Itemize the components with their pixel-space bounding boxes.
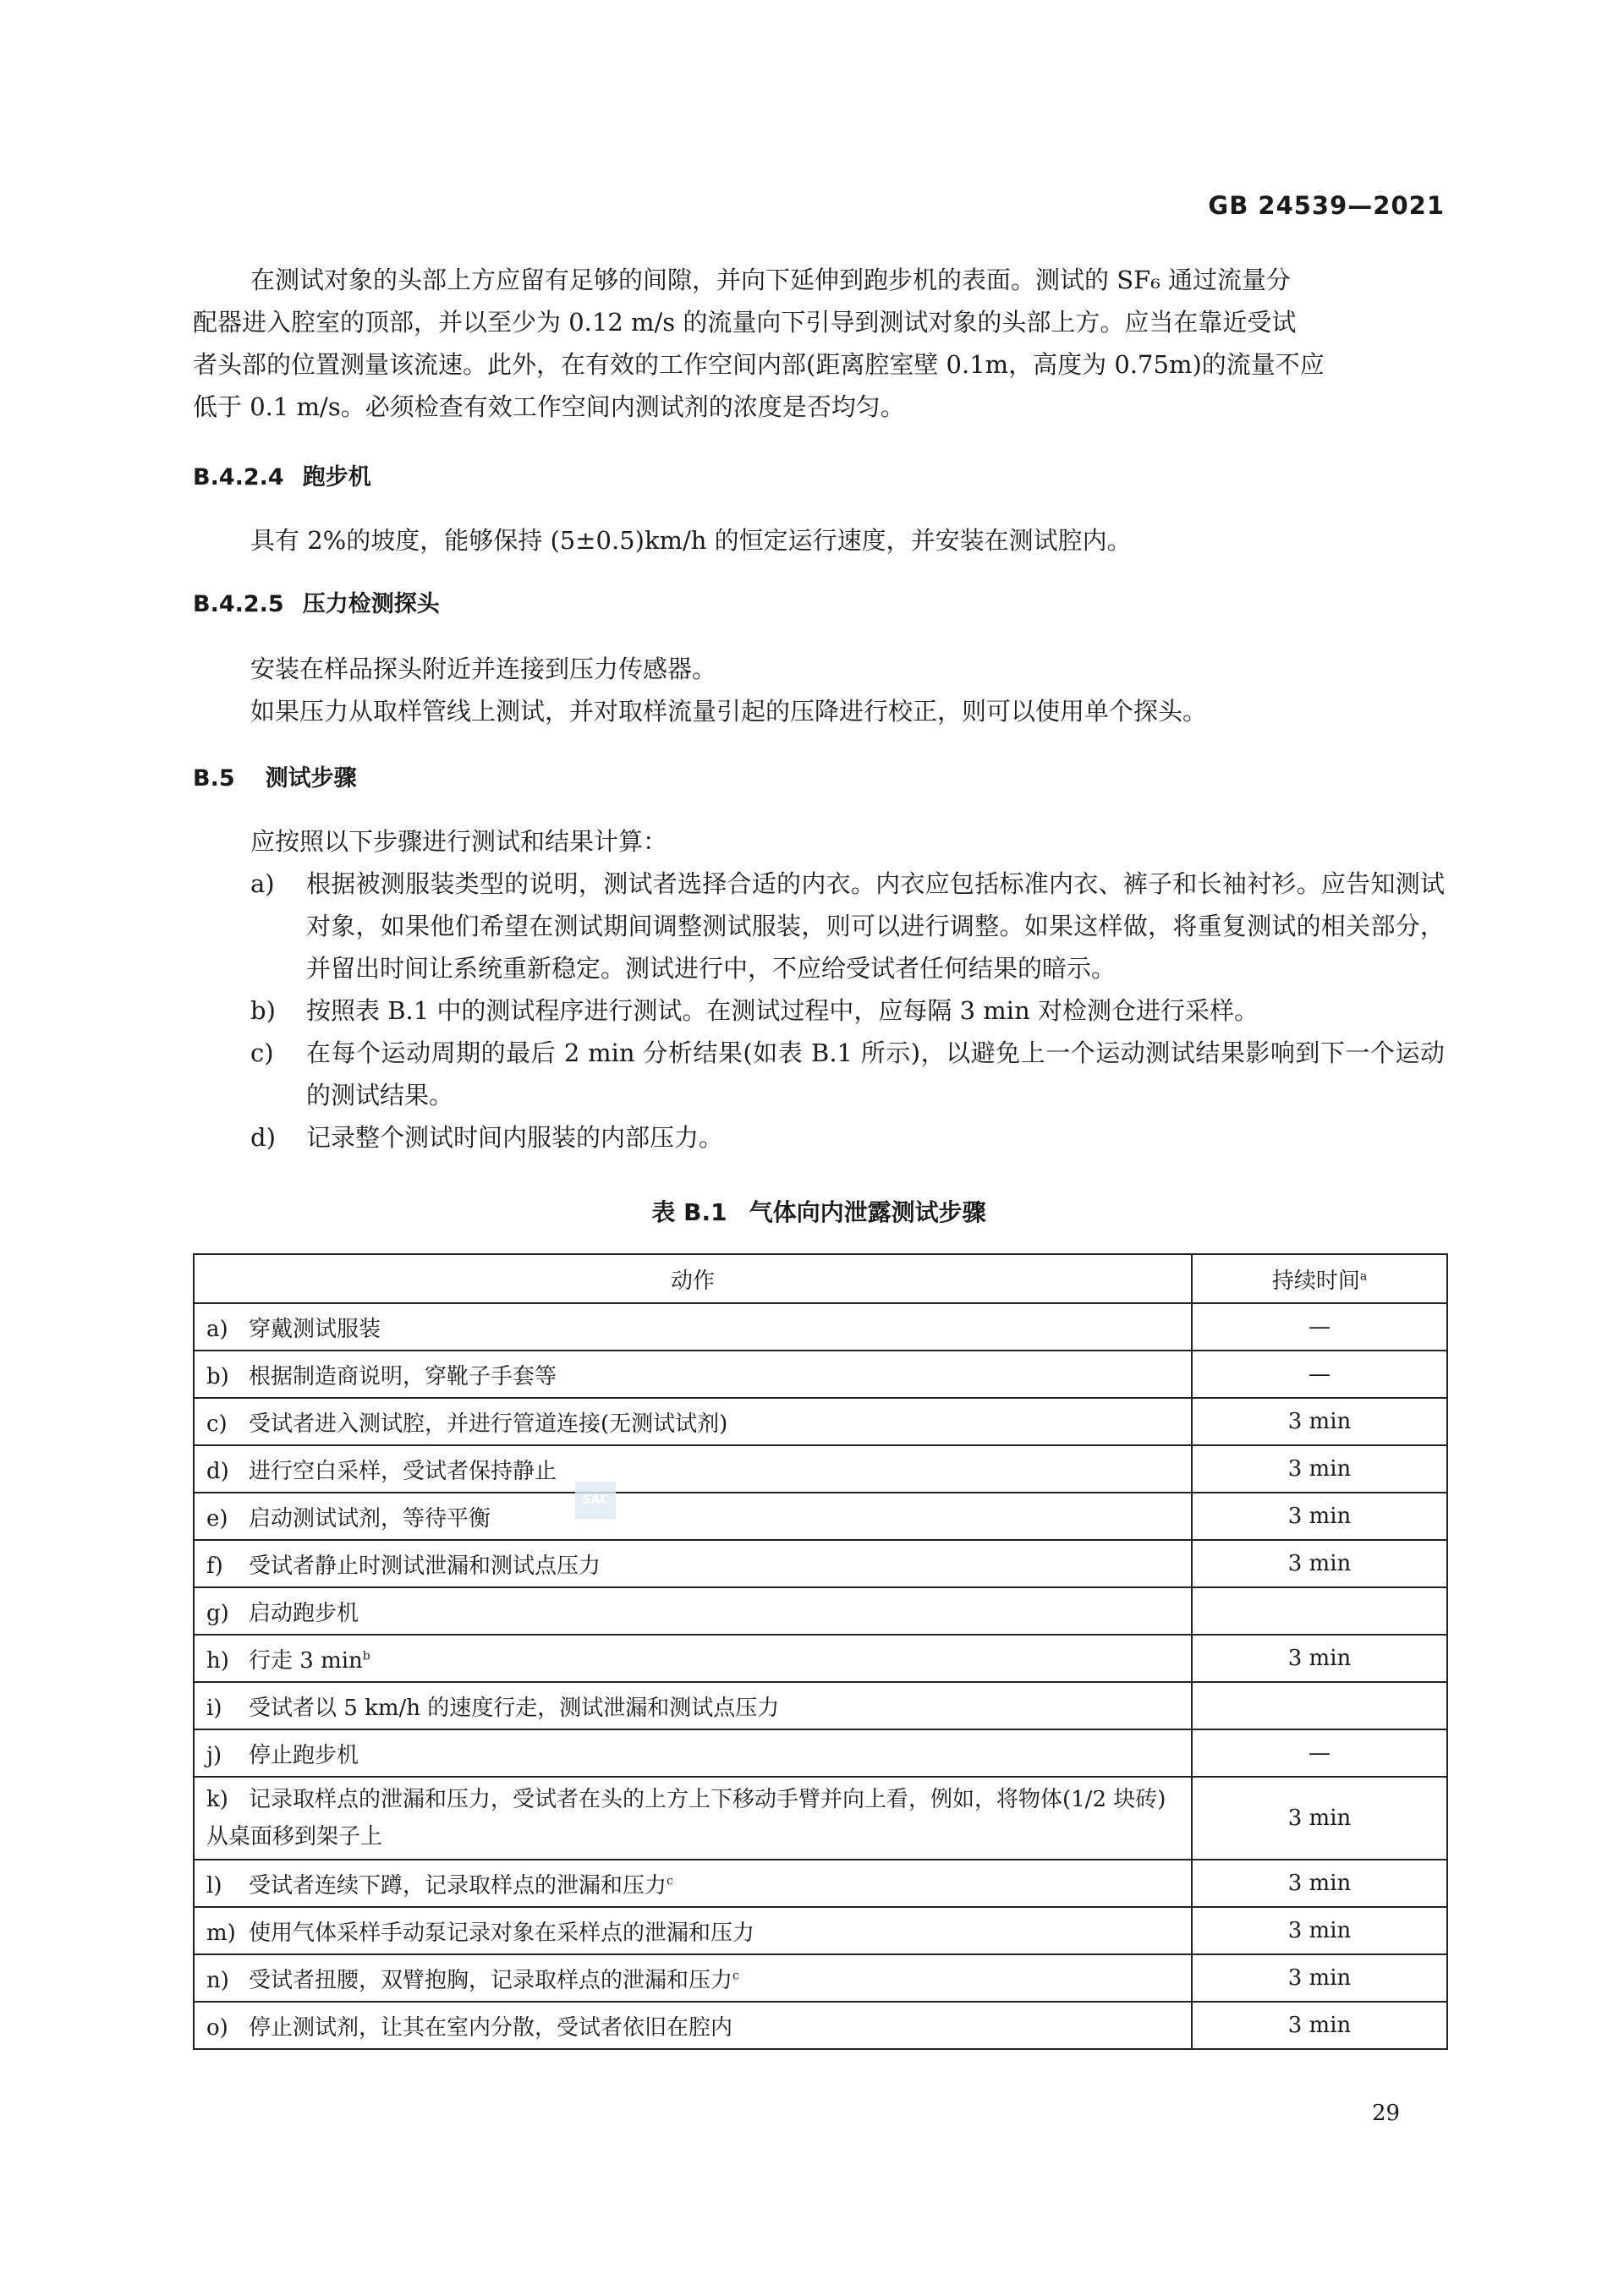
row-marker: e) xyxy=(206,1505,228,1532)
row-marker: d) xyxy=(206,1458,229,1484)
footnote-mark: c xyxy=(667,1873,673,1888)
list-item xyxy=(193,863,1445,989)
action-cell xyxy=(194,1860,1192,1907)
table-row xyxy=(194,1729,1447,1777)
table-row xyxy=(194,1587,1447,1635)
standard-code: GB 24539—2021 xyxy=(1208,191,1445,220)
table-row xyxy=(194,1954,1447,2002)
list-item xyxy=(193,1032,1445,1116)
row-marker: b) xyxy=(206,1363,229,1389)
action-cell xyxy=(194,1493,1192,1540)
action-cell xyxy=(194,1682,1192,1729)
row-marker: i) xyxy=(206,1695,222,1721)
duration-cell: 3 min xyxy=(1192,1907,1447,1954)
section-title: 跑步机 xyxy=(302,464,371,490)
footnote-mark: c xyxy=(732,1968,739,1982)
action-cell xyxy=(194,1398,1192,1445)
table-row xyxy=(194,1493,1447,1540)
table-row xyxy=(194,1445,1447,1493)
row-marker: l) xyxy=(206,1872,222,1899)
action-cell xyxy=(194,1729,1192,1777)
row-action-text: 使用气体采样手动泵记录对象在采样点的泄漏和压力 xyxy=(249,1920,755,1946)
section-heading-b424 xyxy=(193,457,1445,499)
table-row xyxy=(194,1398,1447,1445)
duration-cell: — xyxy=(1192,1351,1447,1398)
duration-cell: 3 min xyxy=(1192,1493,1447,1540)
table-title: 气体向内泄露测试步骤 xyxy=(749,1198,986,1226)
header-action: 动作 xyxy=(194,1254,1192,1303)
action-cell xyxy=(194,1445,1192,1493)
table-row xyxy=(194,1351,1447,1398)
row-action-text: 启动跑步机 xyxy=(249,1600,359,1626)
list-marker: c) xyxy=(250,1038,274,1067)
row-action-text: 停止跑步机 xyxy=(249,1742,359,1768)
action-cell xyxy=(194,1954,1192,2002)
row-action-text: 行走 3 min xyxy=(249,1647,363,1674)
intro-line-3: 者头部的位置测量该流速。此外，在有效的工作空间内部(距离腔室壁 0.1m，高度为 0.75m)的流量不应 xyxy=(193,350,1325,379)
duration-cell xyxy=(1192,1587,1447,1635)
intro-line-2: 配器进入腔室的顶部，并以至少为 0.12 m/s 的流量向下引导到测试对象的头部上方。应当在靠近受试 xyxy=(193,308,1297,337)
row-marker: a) xyxy=(206,1316,228,1342)
intro-line-1: 在测试对象的头部上方应留有足够的间隙，并向下延伸到跑步机的表面。测试的 SF₆ 通过流量分 xyxy=(250,266,1292,294)
row-action-text: 受试者进入测试腔，并进行管道连接(无测试试剂) xyxy=(249,1411,728,1437)
section-heading-b5 xyxy=(193,758,1445,800)
row-action-text: 启动测试试剂，等待平衡 xyxy=(249,1505,491,1532)
row-action-text: 穿戴测试服装 xyxy=(249,1316,381,1342)
action-cell xyxy=(194,1351,1192,1398)
footnote-mark: a xyxy=(1359,1269,1368,1283)
row-action-text: 记录取样点的泄漏和压力，受试者在头的上方上下移动手臂并向上看，例如，将物体(1/2 块砖)从桌面移到架子上 xyxy=(206,1787,1166,1849)
header-duration xyxy=(1192,1254,1447,1303)
duration-cell xyxy=(1192,1682,1447,1729)
table-body xyxy=(194,1303,1447,2049)
table-header-row xyxy=(194,1254,1447,1303)
row-marker: m) xyxy=(206,1920,236,1946)
row-action-text: 根据制造商说明，穿靴子手套等 xyxy=(249,1363,557,1389)
watermark-logo xyxy=(575,1482,616,1519)
section-number: B.4.2.5 xyxy=(193,591,284,617)
row-action-text: 受试者连续下蹲，记录取样点的泄漏和压力 xyxy=(249,1872,667,1899)
list-marker: b) xyxy=(250,996,276,1025)
list-item-text: 按照表 B.1 中的测试程序进行测试。在测试过程中，应每隔 3 min 对检测仓进行采样。 xyxy=(306,996,1259,1025)
row-marker: o) xyxy=(206,2014,228,2041)
procedure-list xyxy=(193,820,1445,1159)
section-b424-text: 具有 2%的坡度，能够保持 (5±0.5)km/h 的恒定运行速度，并安装在测试腔内。 xyxy=(250,526,1132,555)
action-cell xyxy=(194,2002,1192,2049)
table-caption xyxy=(193,1194,1445,1228)
table-row xyxy=(194,2002,1447,2049)
list-marker: d) xyxy=(250,1123,276,1152)
row-action-text: 受试者静止时测试泄漏和测试点压力 xyxy=(249,1553,601,1579)
duration-cell: 3 min xyxy=(1192,1445,1447,1493)
duration-cell: 3 min xyxy=(1192,2002,1447,2049)
row-marker: h) xyxy=(206,1647,229,1674)
row-action-text: 受试者以 5 km/h 的速度行走，测试泄漏和测试点压力 xyxy=(249,1695,780,1721)
section-number: B.4.2.4 xyxy=(193,464,284,490)
table-row xyxy=(194,1777,1447,1860)
intro-paragraph xyxy=(193,259,1445,428)
list-item-text: 在每个运动周期的最后 2 min 分析结果(如表 B.1 所示)，以避免上一个运动测试结果影响到下一个运动的测试结果。 xyxy=(306,1038,1445,1110)
table-row xyxy=(194,1907,1447,1954)
row-action-text: 停止测试剂，让其在室内分散，受试者依旧在腔内 xyxy=(249,2014,733,2041)
action-cell xyxy=(194,1587,1192,1635)
row-marker: k) xyxy=(206,1787,228,1812)
test-steps-table xyxy=(193,1253,1448,2050)
section-number: B.5 xyxy=(193,765,235,792)
duration-cell: — xyxy=(1192,1303,1447,1351)
duration-cell: 3 min xyxy=(1192,1954,1447,2002)
action-cell xyxy=(194,1540,1192,1587)
row-marker: j) xyxy=(206,1742,222,1768)
duration-cell: 3 min xyxy=(1192,1777,1447,1860)
row-marker: f) xyxy=(206,1553,223,1579)
action-cell xyxy=(194,1777,1192,1860)
header-duration-label: 持续时间 xyxy=(1271,1268,1360,1294)
duration-cell: 3 min xyxy=(1192,1540,1447,1587)
row-action-text: 受试者扭腰，双臂抱胸，记录取样点的泄漏和压力 xyxy=(249,1967,733,1993)
table-row xyxy=(194,1540,1447,1587)
list-marker: a) xyxy=(250,869,275,898)
action-cell xyxy=(194,1635,1192,1682)
table-row xyxy=(194,1635,1447,1682)
duration-cell: — xyxy=(1192,1729,1447,1777)
list-item-text: 根据被测服装类型的说明，测试者选择合适的内衣。内衣应包括标准内衣、裤子和长袖衬衫。应告知测试对象，如果他们希望在测试期间调整测试服装，则可以进行调整。如果这样做，将重复测试的相关部分，并留出时间让系统重新稳定。测试进行中，不应给受试者任何结果的暗示。 xyxy=(306,869,1445,983)
watermark-text: SAC xyxy=(582,1493,609,1507)
section-b425-text-2: 如果压力从取样管线上测试，并对取样流量引起的压降进行校正，则可以使用单个探头。 xyxy=(250,697,1208,726)
table-row xyxy=(194,1860,1447,1907)
duration-cell: 3 min xyxy=(1192,1398,1447,1445)
action-cell xyxy=(194,1303,1192,1351)
procedure-intro: 应按照以下步骤进行测试和结果计算： xyxy=(250,827,668,856)
section-heading-b425 xyxy=(193,584,1445,626)
list-item xyxy=(193,1116,1445,1159)
row-marker: c) xyxy=(206,1411,228,1437)
duration-cell: 3 min xyxy=(1192,1635,1447,1682)
footnote-mark: b xyxy=(362,1648,370,1663)
page-number: 29 xyxy=(1372,2101,1401,2126)
section-title: 测试步骤 xyxy=(265,765,357,792)
list-item-text: 记录整个测试时间内服装的内部压力。 xyxy=(306,1123,724,1152)
table-row xyxy=(194,1303,1447,1351)
duration-cell: 3 min xyxy=(1192,1860,1447,1907)
list-item xyxy=(193,989,1445,1032)
row-marker: g) xyxy=(206,1600,229,1626)
intro-line-4: 低于 0.1 m/s。必须检查有效工作空间内测试剂的浓度是否均匀。 xyxy=(193,392,905,421)
row-action-text: 进行空白采样，受试者保持静止 xyxy=(249,1458,557,1484)
row-marker: n) xyxy=(206,1967,229,1993)
table-row xyxy=(194,1682,1447,1729)
action-cell xyxy=(194,1907,1192,1954)
section-b425-text-1: 安装在样品探头附近并连接到压力传感器。 xyxy=(250,655,717,683)
table-number: 表 B.1 xyxy=(651,1198,727,1226)
section-title: 压力检测探头 xyxy=(302,591,440,617)
